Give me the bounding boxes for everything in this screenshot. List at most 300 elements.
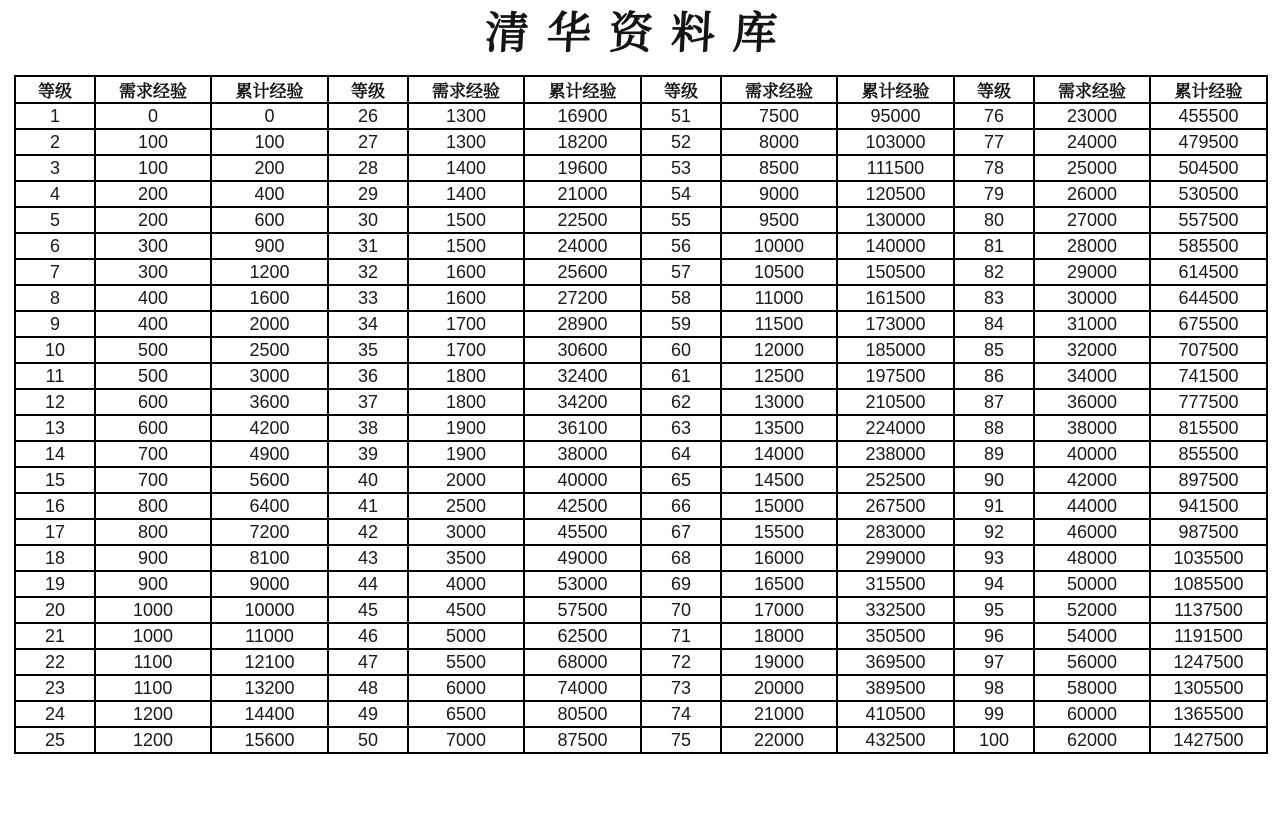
- required-exp-cell: 2500: [408, 493, 524, 519]
- cumulative-exp-cell: 62500: [524, 623, 641, 649]
- level-cell: 67: [641, 519, 721, 545]
- required-exp-cell: 60000: [1034, 701, 1150, 727]
- cumulative-exp-cell: 530500: [1150, 181, 1267, 207]
- required-exp-cell: 26000: [1034, 181, 1150, 207]
- level-cell: 80: [954, 207, 1034, 233]
- cumulative-exp-cell: 432500: [837, 727, 954, 753]
- cumulative-exp-cell: 2500: [211, 337, 328, 363]
- required-exp-cell: 54000: [1034, 623, 1150, 649]
- required-exp-cell: 500: [95, 363, 211, 389]
- level-cell: 57: [641, 259, 721, 285]
- level-cell: 91: [954, 493, 1034, 519]
- cumulative-exp-cell: 111500: [837, 155, 954, 181]
- required-exp-header: 需求经验: [721, 76, 837, 103]
- level-cell: 30: [328, 207, 408, 233]
- cumulative-exp-cell: 7200: [211, 519, 328, 545]
- required-exp-cell: 31000: [1034, 311, 1150, 337]
- required-exp-cell: 0: [95, 103, 211, 129]
- watermark-overlay: [1080, 754, 1280, 820]
- cumulative-exp-cell: 1035500: [1150, 545, 1267, 571]
- level-cell: 41: [328, 493, 408, 519]
- cumulative-exp-cell: 369500: [837, 649, 954, 675]
- level-cell: 68: [641, 545, 721, 571]
- cumulative-exp-cell: 410500: [837, 701, 954, 727]
- level-cell: 33: [328, 285, 408, 311]
- level-cell: 59: [641, 311, 721, 337]
- level-cell: 2: [15, 129, 95, 155]
- cumulative-exp-cell: 120500: [837, 181, 954, 207]
- level-cell: 93: [954, 545, 1034, 571]
- level-cell: 55: [641, 207, 721, 233]
- level-cell: 6: [15, 233, 95, 259]
- cumulative-exp-cell: 585500: [1150, 233, 1267, 259]
- required-exp-cell: 1600: [408, 285, 524, 311]
- required-exp-cell: 1100: [95, 675, 211, 701]
- required-exp-cell: 48000: [1034, 545, 1150, 571]
- cumulative-exp-cell: 100: [211, 129, 328, 155]
- cumulative-exp-cell: 42500: [524, 493, 641, 519]
- level-cell: 13: [15, 415, 95, 441]
- cumulative-exp-cell: 3000: [211, 363, 328, 389]
- cumulative-exp-header: 累计经验: [837, 76, 954, 103]
- level-cell: 76: [954, 103, 1034, 129]
- cumulative-exp-cell: 28900: [524, 311, 641, 337]
- required-exp-cell: 1400: [408, 181, 524, 207]
- cumulative-exp-cell: 4900: [211, 441, 328, 467]
- required-exp-cell: 200: [95, 207, 211, 233]
- level-cell: 94: [954, 571, 1034, 597]
- level-cell: 40: [328, 467, 408, 493]
- level-cell: 11: [15, 363, 95, 389]
- required-exp-cell: 30000: [1034, 285, 1150, 311]
- level-cell: 56: [641, 233, 721, 259]
- cumulative-exp-cell: 283000: [837, 519, 954, 545]
- required-exp-cell: 1800: [408, 389, 524, 415]
- cumulative-exp-cell: 0: [211, 103, 328, 129]
- cumulative-exp-cell: 1427500: [1150, 727, 1267, 753]
- cumulative-exp-cell: 10000: [211, 597, 328, 623]
- page-title: 清华资料库: [483, 8, 797, 59]
- required-exp-cell: 700: [95, 441, 211, 467]
- table-row: [15, 467, 1267, 493]
- cumulative-exp-cell: 2000: [211, 311, 328, 337]
- level-cell: 7: [15, 259, 95, 285]
- cumulative-exp-cell: 21000: [524, 181, 641, 207]
- level-cell: 47: [328, 649, 408, 675]
- level-cell: 15: [15, 467, 95, 493]
- level-cell: 19: [15, 571, 95, 597]
- required-exp-cell: 600: [95, 415, 211, 441]
- required-exp-header: 需求经验: [1034, 76, 1150, 103]
- required-exp-cell: 300: [95, 259, 211, 285]
- level-cell: 12: [15, 389, 95, 415]
- level-cell: 70: [641, 597, 721, 623]
- cumulative-exp-cell: 707500: [1150, 337, 1267, 363]
- required-exp-cell: 17000: [721, 597, 837, 623]
- required-exp-cell: 32000: [1034, 337, 1150, 363]
- required-exp-cell: 3500: [408, 545, 524, 571]
- required-exp-cell: 400: [95, 311, 211, 337]
- required-exp-cell: 29000: [1034, 259, 1150, 285]
- level-cell: 64: [641, 441, 721, 467]
- cumulative-exp-cell: 36100: [524, 415, 641, 441]
- level-cell: 8: [15, 285, 95, 311]
- cumulative-exp-cell: 15600: [211, 727, 328, 753]
- table-row: [15, 233, 1267, 259]
- cumulative-exp-cell: 140000: [837, 233, 954, 259]
- required-exp-cell: 7000: [408, 727, 524, 753]
- level-cell: 78: [954, 155, 1034, 181]
- level-cell: 3: [15, 155, 95, 181]
- cumulative-exp-cell: 185000: [837, 337, 954, 363]
- table-row: [15, 519, 1267, 545]
- level-header: 等级: [641, 76, 721, 103]
- table-row: [15, 623, 1267, 649]
- required-exp-cell: 12000: [721, 337, 837, 363]
- required-exp-cell: 1400: [408, 155, 524, 181]
- cumulative-exp-cell: 1191500: [1150, 623, 1267, 649]
- level-cell: 77: [954, 129, 1034, 155]
- level-cell: 28: [328, 155, 408, 181]
- cumulative-exp-cell: 1085500: [1150, 571, 1267, 597]
- level-cell: 9: [15, 311, 95, 337]
- level-cell: 42: [328, 519, 408, 545]
- cumulative-exp-cell: 1137500: [1150, 597, 1267, 623]
- level-cell: 62: [641, 389, 721, 415]
- required-exp-cell: 900: [95, 545, 211, 571]
- required-exp-cell: 23000: [1034, 103, 1150, 129]
- required-exp-cell: 6500: [408, 701, 524, 727]
- level-cell: 16: [15, 493, 95, 519]
- level-cell: 72: [641, 649, 721, 675]
- required-exp-cell: 14000: [721, 441, 837, 467]
- level-cell: 87: [954, 389, 1034, 415]
- cumulative-exp-cell: 32400: [524, 363, 641, 389]
- required-exp-cell: 40000: [1034, 441, 1150, 467]
- cumulative-exp-cell: 224000: [837, 415, 954, 441]
- level-cell: 82: [954, 259, 1034, 285]
- cumulative-exp-cell: 161500: [837, 285, 954, 311]
- required-exp-cell: 500: [95, 337, 211, 363]
- header-row: [15, 76, 1267, 103]
- required-exp-header: 需求经验: [408, 76, 524, 103]
- required-exp-cell: 1300: [408, 103, 524, 129]
- cumulative-exp-cell: 197500: [837, 363, 954, 389]
- level-cell: 99: [954, 701, 1034, 727]
- required-exp-cell: 42000: [1034, 467, 1150, 493]
- required-exp-cell: 5500: [408, 649, 524, 675]
- experience-table: [14, 75, 1268, 754]
- level-cell: 45: [328, 597, 408, 623]
- level-cell: 83: [954, 285, 1034, 311]
- cumulative-exp-cell: 210500: [837, 389, 954, 415]
- level-cell: 35: [328, 337, 408, 363]
- required-exp-cell: 1500: [408, 207, 524, 233]
- required-exp-cell: 2000: [408, 467, 524, 493]
- cumulative-exp-header: 累计经验: [1150, 76, 1267, 103]
- required-exp-cell: 100: [95, 129, 211, 155]
- required-exp-cell: 5000: [408, 623, 524, 649]
- cumulative-exp-cell: 675500: [1150, 311, 1267, 337]
- table-header-row: [15, 76, 1267, 103]
- required-exp-cell: 400: [95, 285, 211, 311]
- required-exp-cell: 56000: [1034, 649, 1150, 675]
- level-cell: 88: [954, 415, 1034, 441]
- level-cell: 27: [328, 129, 408, 155]
- level-cell: 5: [15, 207, 95, 233]
- cumulative-exp-cell: 479500: [1150, 129, 1267, 155]
- required-exp-cell: 1200: [95, 701, 211, 727]
- required-exp-cell: 800: [95, 519, 211, 545]
- table-row: [15, 363, 1267, 389]
- level-cell: 34: [328, 311, 408, 337]
- level-cell: 92: [954, 519, 1034, 545]
- level-cell: 63: [641, 415, 721, 441]
- cumulative-exp-cell: 389500: [837, 675, 954, 701]
- required-exp-cell: 1500: [408, 233, 524, 259]
- cumulative-exp-cell: 1365500: [1150, 701, 1267, 727]
- level-cell: 43: [328, 545, 408, 571]
- cumulative-exp-cell: 200: [211, 155, 328, 181]
- level-cell: 21: [15, 623, 95, 649]
- level-cell: 24: [15, 701, 95, 727]
- required-exp-cell: 1600: [408, 259, 524, 285]
- level-cell: 97: [954, 649, 1034, 675]
- cumulative-exp-cell: 855500: [1150, 441, 1267, 467]
- required-exp-cell: 7500: [721, 103, 837, 129]
- required-exp-cell: 58000: [1034, 675, 1150, 701]
- required-exp-cell: 20000: [721, 675, 837, 701]
- cumulative-exp-cell: 504500: [1150, 155, 1267, 181]
- level-cell: 75: [641, 727, 721, 753]
- required-exp-cell: 15500: [721, 519, 837, 545]
- required-exp-cell: 38000: [1034, 415, 1150, 441]
- level-cell: 53: [641, 155, 721, 181]
- required-exp-cell: 1100: [95, 649, 211, 675]
- level-cell: 69: [641, 571, 721, 597]
- level-cell: 73: [641, 675, 721, 701]
- cumulative-exp-cell: 900: [211, 233, 328, 259]
- required-exp-cell: 13000: [721, 389, 837, 415]
- cumulative-exp-cell: 150500: [837, 259, 954, 285]
- cumulative-exp-cell: 130000: [837, 207, 954, 233]
- table-row: [15, 441, 1267, 467]
- required-exp-cell: 8500: [721, 155, 837, 181]
- cumulative-exp-cell: 57500: [524, 597, 641, 623]
- required-exp-cell: 25000: [1034, 155, 1150, 181]
- level-cell: 37: [328, 389, 408, 415]
- level-cell: 54: [641, 181, 721, 207]
- level-cell: 44: [328, 571, 408, 597]
- level-header: 等级: [954, 76, 1034, 103]
- required-exp-header: 需求经验: [95, 76, 211, 103]
- cumulative-exp-cell: 12100: [211, 649, 328, 675]
- cumulative-exp-cell: 644500: [1150, 285, 1267, 311]
- cumulative-exp-cell: 332500: [837, 597, 954, 623]
- required-exp-cell: 15000: [721, 493, 837, 519]
- table-row: [15, 649, 1267, 675]
- required-exp-cell: 9500: [721, 207, 837, 233]
- level-cell: 39: [328, 441, 408, 467]
- level-cell: 95: [954, 597, 1034, 623]
- level-cell: 23: [15, 675, 95, 701]
- level-cell: 20: [15, 597, 95, 623]
- cumulative-exp-cell: 815500: [1150, 415, 1267, 441]
- cumulative-exp-cell: 49000: [524, 545, 641, 571]
- cumulative-exp-cell: 95000: [837, 103, 954, 129]
- required-exp-cell: 9000: [721, 181, 837, 207]
- cumulative-exp-cell: 455500: [1150, 103, 1267, 129]
- cumulative-exp-cell: 777500: [1150, 389, 1267, 415]
- cumulative-exp-cell: 18200: [524, 129, 641, 155]
- level-cell: 29: [328, 181, 408, 207]
- table-row: [15, 571, 1267, 597]
- cumulative-exp-cell: 987500: [1150, 519, 1267, 545]
- cumulative-exp-cell: 173000: [837, 311, 954, 337]
- level-cell: 31: [328, 233, 408, 259]
- required-exp-cell: 62000: [1034, 727, 1150, 753]
- cumulative-exp-cell: 941500: [1150, 493, 1267, 519]
- cumulative-exp-cell: 68000: [524, 649, 641, 675]
- level-cell: 81: [954, 233, 1034, 259]
- cumulative-exp-cell: 267500: [837, 493, 954, 519]
- cumulative-exp-cell: 741500: [1150, 363, 1267, 389]
- cumulative-exp-cell: 8100: [211, 545, 328, 571]
- level-cell: 22: [15, 649, 95, 675]
- required-exp-cell: 10000: [721, 233, 837, 259]
- required-exp-cell: 200: [95, 181, 211, 207]
- cumulative-exp-cell: 1600: [211, 285, 328, 311]
- level-cell: 10: [15, 337, 95, 363]
- cumulative-exp-cell: 1305500: [1150, 675, 1267, 701]
- cumulative-exp-header: 累计经验: [211, 76, 328, 103]
- level-cell: 49: [328, 701, 408, 727]
- cumulative-exp-header: 累计经验: [524, 76, 641, 103]
- required-exp-cell: 44000: [1034, 493, 1150, 519]
- required-exp-cell: 3000: [408, 519, 524, 545]
- required-exp-cell: 700: [95, 467, 211, 493]
- level-cell: 60: [641, 337, 721, 363]
- table-row: [15, 337, 1267, 363]
- cumulative-exp-cell: 315500: [837, 571, 954, 597]
- cumulative-exp-cell: 252500: [837, 467, 954, 493]
- required-exp-cell: 800: [95, 493, 211, 519]
- level-cell: 89: [954, 441, 1034, 467]
- cumulative-exp-cell: 14400: [211, 701, 328, 727]
- level-cell: 61: [641, 363, 721, 389]
- required-exp-cell: 6000: [408, 675, 524, 701]
- table-row: [15, 701, 1267, 727]
- level-cell: 25: [15, 727, 95, 753]
- table-row: [15, 389, 1267, 415]
- required-exp-cell: 8000: [721, 129, 837, 155]
- level-cell: 65: [641, 467, 721, 493]
- cumulative-exp-cell: 24000: [524, 233, 641, 259]
- required-exp-cell: 34000: [1034, 363, 1150, 389]
- table-row: [15, 415, 1267, 441]
- cumulative-exp-cell: 5600: [211, 467, 328, 493]
- level-cell: 36: [328, 363, 408, 389]
- cumulative-exp-cell: 600: [211, 207, 328, 233]
- required-exp-cell: 300: [95, 233, 211, 259]
- cumulative-exp-cell: 557500: [1150, 207, 1267, 233]
- required-exp-cell: 50000: [1034, 571, 1150, 597]
- cumulative-exp-cell: 53000: [524, 571, 641, 597]
- cumulative-exp-cell: 3600: [211, 389, 328, 415]
- level-cell: 4: [15, 181, 95, 207]
- required-exp-cell: 900: [95, 571, 211, 597]
- level-cell: 96: [954, 623, 1034, 649]
- required-exp-cell: 12500: [721, 363, 837, 389]
- required-exp-cell: 4500: [408, 597, 524, 623]
- cumulative-exp-cell: 16900: [524, 103, 641, 129]
- level-cell: 85: [954, 337, 1034, 363]
- table-row: [15, 597, 1267, 623]
- cumulative-exp-cell: 11000: [211, 623, 328, 649]
- table-row: [15, 545, 1267, 571]
- cumulative-exp-cell: 1247500: [1150, 649, 1267, 675]
- table-row: [15, 727, 1267, 753]
- level-cell: 32: [328, 259, 408, 285]
- table-row: [15, 259, 1267, 285]
- level-cell: 66: [641, 493, 721, 519]
- level-cell: 17: [15, 519, 95, 545]
- table-row: [15, 493, 1267, 519]
- table-row: [15, 155, 1267, 181]
- level-cell: 90: [954, 467, 1034, 493]
- level-cell: 50: [328, 727, 408, 753]
- required-exp-cell: 14500: [721, 467, 837, 493]
- level-cell: 1: [15, 103, 95, 129]
- required-exp-cell: 600: [95, 389, 211, 415]
- cumulative-exp-cell: 25600: [524, 259, 641, 285]
- level-cell: 100: [954, 727, 1034, 753]
- cumulative-exp-cell: 27200: [524, 285, 641, 311]
- required-exp-cell: 11500: [721, 311, 837, 337]
- level-cell: 14: [15, 441, 95, 467]
- table-row: [15, 311, 1267, 337]
- cumulative-exp-cell: 45500: [524, 519, 641, 545]
- level-cell: 84: [954, 311, 1034, 337]
- required-exp-cell: 1300: [408, 129, 524, 155]
- cumulative-exp-cell: 299000: [837, 545, 954, 571]
- level-cell: 74: [641, 701, 721, 727]
- level-cell: 71: [641, 623, 721, 649]
- level-cell: 52: [641, 129, 721, 155]
- level-cell: 46: [328, 623, 408, 649]
- required-exp-cell: 46000: [1034, 519, 1150, 545]
- required-exp-cell: 100: [95, 155, 211, 181]
- table-row: [15, 207, 1267, 233]
- required-exp-cell: 27000: [1034, 207, 1150, 233]
- required-exp-cell: 28000: [1034, 233, 1150, 259]
- cumulative-exp-cell: 80500: [524, 701, 641, 727]
- required-exp-cell: 19000: [721, 649, 837, 675]
- cumulative-exp-cell: 40000: [524, 467, 641, 493]
- required-exp-cell: 11000: [721, 285, 837, 311]
- table-body: [15, 103, 1267, 753]
- level-cell: 58: [641, 285, 721, 311]
- cumulative-exp-cell: 74000: [524, 675, 641, 701]
- required-exp-cell: 21000: [721, 701, 837, 727]
- cumulative-exp-cell: 30600: [524, 337, 641, 363]
- cumulative-exp-cell: 19600: [524, 155, 641, 181]
- level-cell: 98: [954, 675, 1034, 701]
- required-exp-cell: 36000: [1034, 389, 1150, 415]
- level-cell: 86: [954, 363, 1034, 389]
- table-row: [15, 675, 1267, 701]
- cumulative-exp-cell: 238000: [837, 441, 954, 467]
